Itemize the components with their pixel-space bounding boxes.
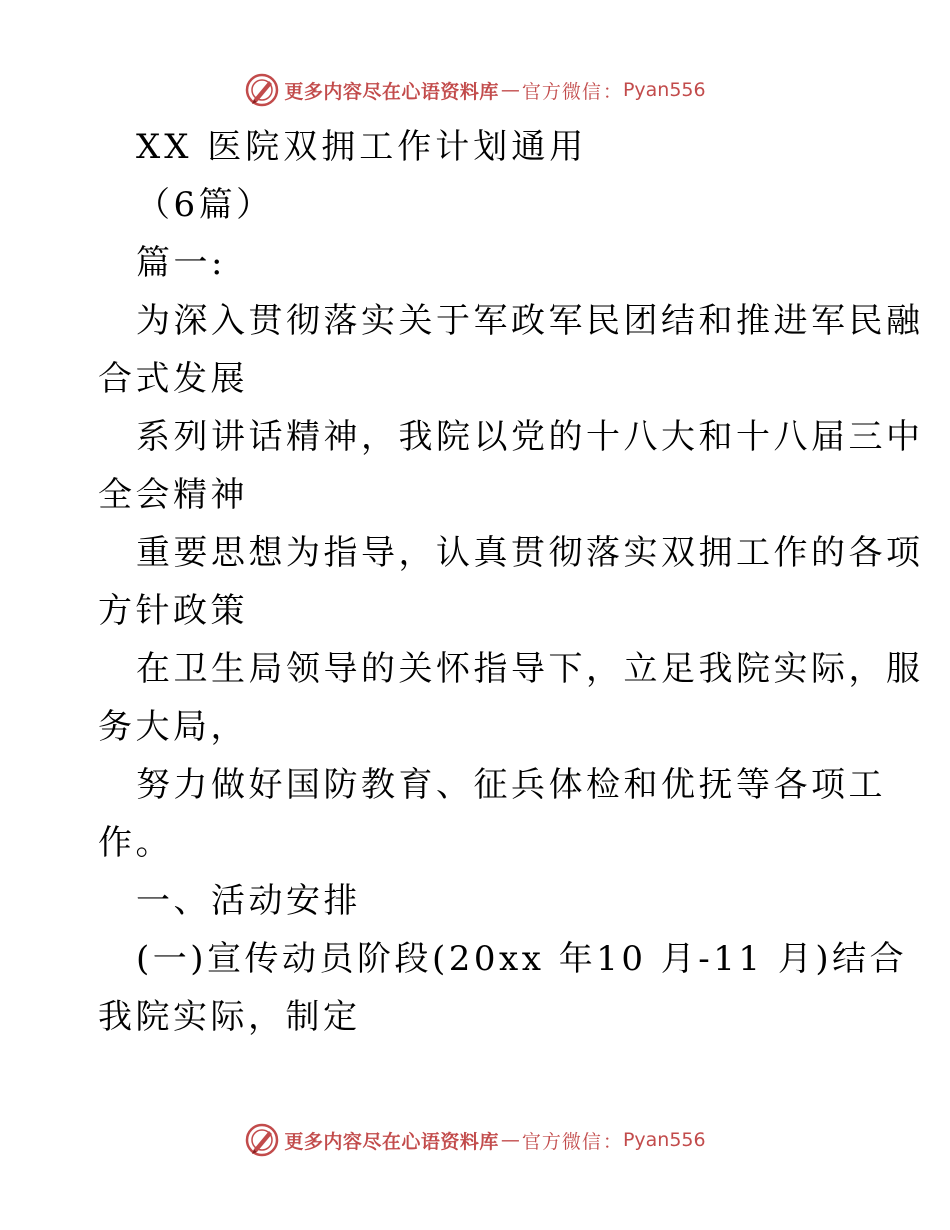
paragraph-line: 方针政策 <box>98 591 248 631</box>
banner-wechat-id: Pyan556 <box>622 79 706 101</box>
document-title: XX 医院双拥工作计划通用 <box>136 127 588 167</box>
banner-wechat-label: 官方微信 <box>521 80 602 103</box>
banner-dash: — <box>500 79 520 101</box>
paragraph-line: 合式发展 <box>98 359 248 399</box>
banner-wechat-label: 官方微信 <box>521 1130 602 1153</box>
paragraph-line: (一)宣传动员阶段(20xx 年10 月-11 月)结合 <box>136 939 908 979</box>
paragraph-line: 全会精神 <box>98 475 248 515</box>
section-heading: 篇一: <box>136 243 226 283</box>
paragraph-line: 努力做好国防教育、征兵体检和优抚等各项工 <box>136 765 886 805</box>
document-body <box>98 118 924 1046</box>
header-banner <box>0 68 950 112</box>
paragraph-line: 在卫生局领导的关怀指导下，立足我院实际，服 <box>136 649 924 689</box>
pen-logo-icon <box>244 72 280 108</box>
banner-brand: 更多内容尽在心语资料库 <box>284 1130 499 1153</box>
paragraph-line: 为深入贯彻落实关于军政军民团结和推进军民融 <box>136 301 924 341</box>
pen-logo-icon <box>244 1122 280 1158</box>
section-heading: 一、活动安排 <box>136 881 361 921</box>
banner-separator: ： <box>602 80 622 103</box>
banner-dash: — <box>500 1129 520 1151</box>
banner-brand: 更多内容尽在心语资料库 <box>284 80 499 103</box>
paragraph-line: 系列讲话精神，我院以党的十八大和十八届三中 <box>136 417 924 457</box>
paragraph-line: 作。 <box>98 823 173 863</box>
document-subtitle: （6篇） <box>136 185 274 225</box>
paragraph-line: 我院实际，制定 <box>98 997 361 1037</box>
paragraph-line: 务大局， <box>98 707 248 747</box>
banner-separator: ： <box>602 1130 622 1153</box>
paragraph-line: 重要思想为指导，认真贯彻落实双拥工作的各项 <box>136 533 924 573</box>
footer-banner <box>0 1118 950 1162</box>
banner-wechat-id: Pyan556 <box>622 1129 706 1151</box>
